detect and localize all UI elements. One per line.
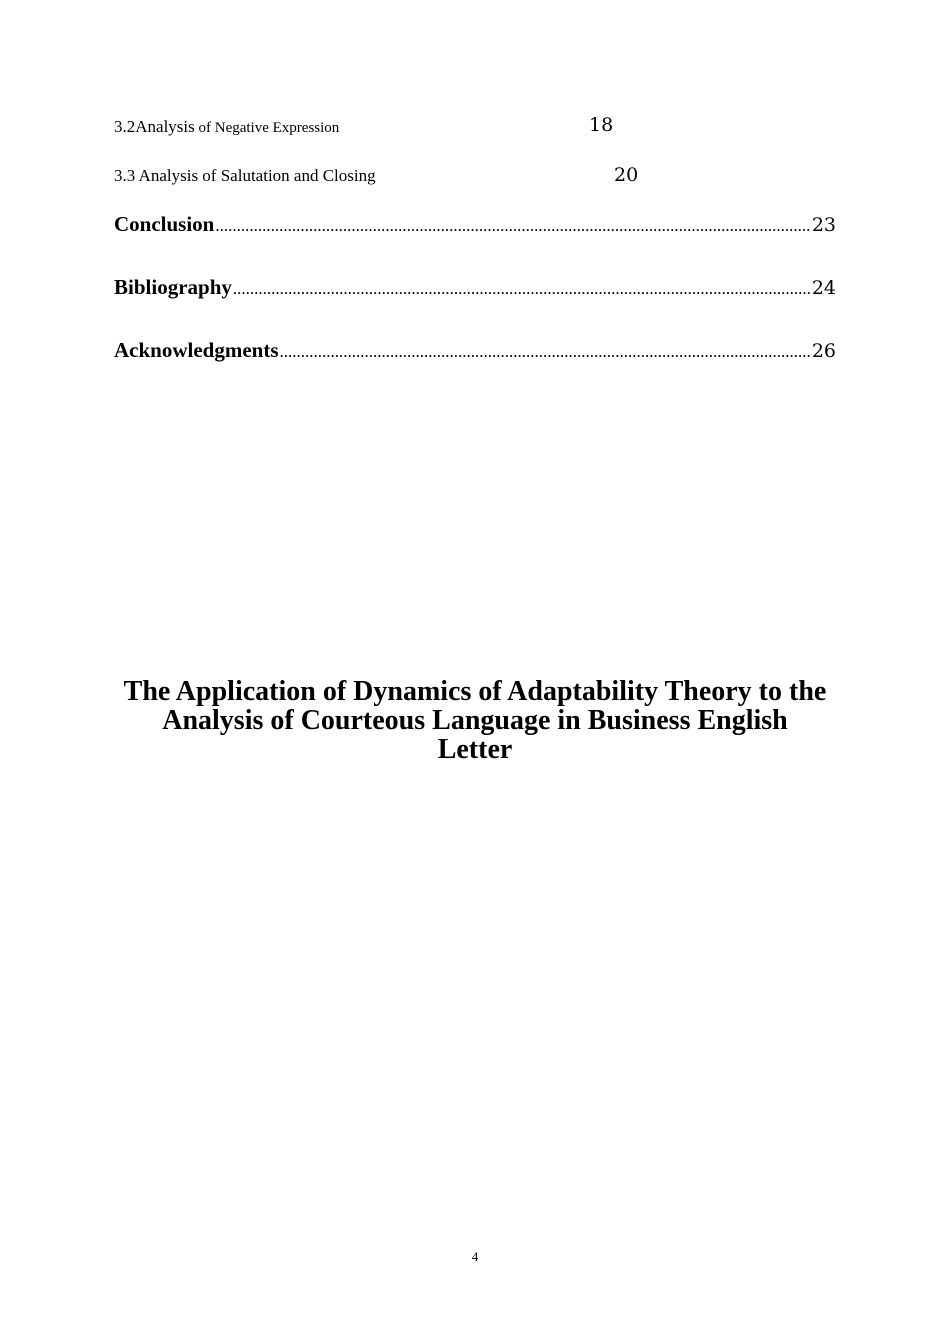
toc-entry-label: 3.3 Analysis of Salutation and Closing: [114, 166, 376, 185]
toc-entry-label: Bibliography: [114, 275, 232, 299]
toc-entry-conclusion[interactable]: [114, 212, 836, 237]
toc-entry-label: Conclusion: [114, 212, 215, 236]
toc-entry-bibliography[interactable]: [114, 275, 836, 300]
toc-dot-leader: [233, 279, 811, 299]
toc-entry-page-number: 20: [614, 164, 639, 186]
document-title-line: Letter: [437, 734, 513, 765]
toc-entry-label-rest: of Negative Expression: [194, 120, 340, 136]
page-number: 4: [471, 1249, 479, 1264]
toc-entry-page-number: 18: [589, 114, 614, 136]
document-title: [100, 677, 850, 764]
toc-entry-3-2[interactable]: [114, 117, 339, 137]
toc-entry-label: 3.2Analysis: [114, 117, 195, 136]
toc-entry-page-number: 24: [811, 277, 836, 299]
toc-dot-leader: [280, 342, 811, 362]
toc-entry-page-number: 26: [811, 340, 836, 362]
toc-dot-leader: [215, 216, 810, 236]
toc-entry-label: Acknowledgments: [114, 338, 279, 362]
document-title-line: Analysis of Courteous Language in Business English: [162, 705, 788, 736]
document-title-line: The Application of Dynamics of Adaptability Theory to the: [123, 676, 827, 707]
toc-entry-page-number: 23: [811, 214, 836, 236]
toc-entry-3-3[interactable]: [114, 166, 376, 186]
toc-entry-acknowledgments[interactable]: [114, 338, 836, 363]
